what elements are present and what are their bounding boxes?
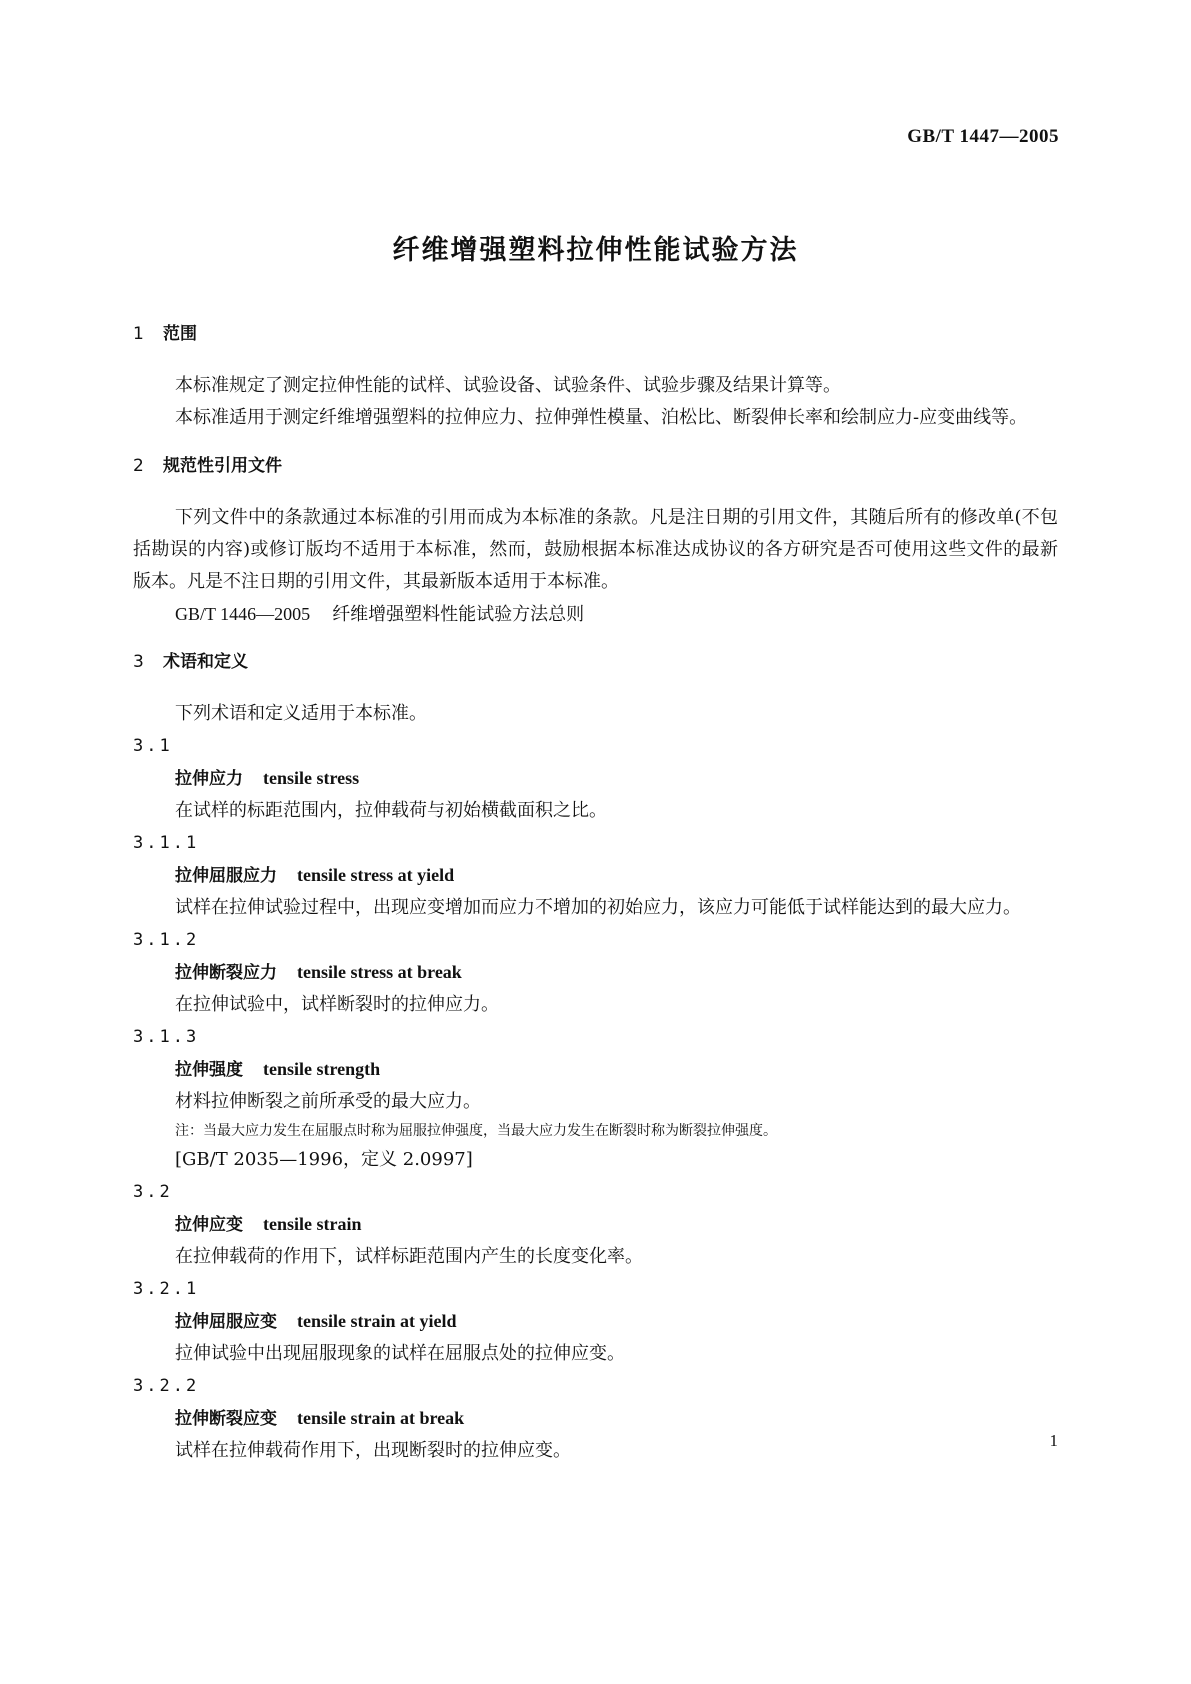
term-name-en: tensile strain at break: [297, 1408, 465, 1428]
term-name-zh: 拉伸屈服应变: [175, 1312, 277, 1332]
term-name-en: tensile strain: [263, 1214, 362, 1234]
term-name-zh: 拉伸强度: [175, 1060, 243, 1080]
scope-paragraph-1: 本标准规定了测定拉伸性能的试样、试验设备、试验条件、试验步骤及结果计算等。: [175, 375, 841, 396]
term-name-en: tensile strain at yield: [297, 1311, 457, 1331]
standard-number: GB/T 1447—2005: [907, 126, 1059, 147]
term-heading: [133, 1305, 1058, 1338]
term-name-zh: 拉伸断裂应变: [175, 1409, 277, 1429]
term-name-zh: 拉伸应变: [175, 1215, 243, 1235]
term-definition: 试样在拉伸载荷作用下，出现断裂时的拉伸应变。: [175, 1440, 571, 1461]
section-number: 3: [133, 652, 144, 672]
term-number: 3.1: [133, 736, 173, 756]
references-paragraph: 下列文件中的条款通过本标准的引用而成为本标准的条款。凡是注日期的引用文件，其随后所有的修改单(不包括勘误的内容)或修订版均不适用于本标准，然而，鼓励根据本标准达成协议的各方研究是否可使用这些文件的最新版本。凡是不注日期的引用文件，其最新版本适用于本标准。: [133, 507, 1058, 592]
term-definition: 试样在拉伸试验过程中，出现应变增加而应力不增加的初始应力，该应力可能低于试样能达到的最大应力。: [175, 897, 1021, 918]
term-name-zh: 拉伸屈服应力: [175, 866, 277, 886]
term-heading: [133, 1053, 1058, 1086]
term-name-zh: 拉伸断裂应力: [175, 963, 277, 983]
page-number: 1: [1049, 1431, 1058, 1450]
term-definition: 材料拉伸断裂之前所承受的最大应力。: [175, 1091, 481, 1112]
term-source: [GB/T 2035—1996，定义 2.0997]: [175, 1149, 473, 1170]
document-body: [133, 318, 1058, 1467]
term-note: 注：当最大应力发生在屈服点时称为屈服拉伸强度，当最大应力发生在断裂时称为断裂拉伸强度。: [175, 1123, 777, 1139]
term-number: 3.2.2: [133, 1376, 200, 1396]
section-number: 1: [133, 324, 144, 344]
term-heading: [133, 859, 1058, 892]
reference-title: 纤维增强塑料性能试验方法总则: [332, 604, 585, 624]
term-number: 3.1.1: [133, 833, 200, 853]
term-heading: [133, 1208, 1058, 1241]
section-number: 2: [133, 456, 144, 476]
document-title: 纤维增强塑料拉伸性能试验方法: [392, 235, 799, 266]
term-heading: [133, 1402, 1058, 1435]
scope-paragraph-2: 本标准适用于测定纤维增强塑料的拉伸应力、拉伸弹性模量、泊松比、断裂伸长率和绘制应力-应变曲线等。: [175, 407, 1028, 428]
term-definition: 拉伸试验中出现屈服现象的试样在屈服点处的拉伸应变。: [175, 1343, 625, 1364]
reference-code: GB/T 1446—2005: [175, 604, 311, 624]
section-title: 术语和定义: [163, 652, 248, 672]
term-name-en: tensile stress at yield: [297, 865, 455, 885]
term-definition: 在拉伸试验中，试样断裂时的拉伸应力。: [175, 994, 499, 1015]
section-heading-terms: [133, 646, 1058, 678]
section-heading-scope: [133, 318, 1058, 350]
term-definition: 在试样的标距范围内，拉伸载荷与初始横截面积之比。: [175, 800, 607, 821]
section-heading-normative-references: [133, 450, 1058, 482]
term-number: 3.1.2: [133, 930, 200, 950]
term-number: 3.2: [133, 1182, 173, 1202]
term-definition: 在拉伸载荷的作用下，试样标距范围内产生的长度变化率。: [175, 1246, 643, 1267]
reference-entry: [133, 598, 1058, 630]
section-title: 规范性引用文件: [163, 456, 282, 476]
terms-intro: 下列术语和定义适用于本标准。: [175, 703, 427, 724]
term-name-en: tensile stress: [263, 768, 360, 788]
term-number: 3.1.3: [133, 1027, 200, 1047]
term-name-en: tensile stress at break: [297, 962, 462, 982]
term-heading: [133, 956, 1058, 989]
term-number: 3.2.1: [133, 1279, 200, 1299]
term-name-en: tensile strength: [263, 1059, 381, 1079]
term-heading: [133, 762, 1058, 795]
term-name-zh: 拉伸应力: [175, 769, 243, 789]
section-title: 范围: [163, 324, 197, 344]
